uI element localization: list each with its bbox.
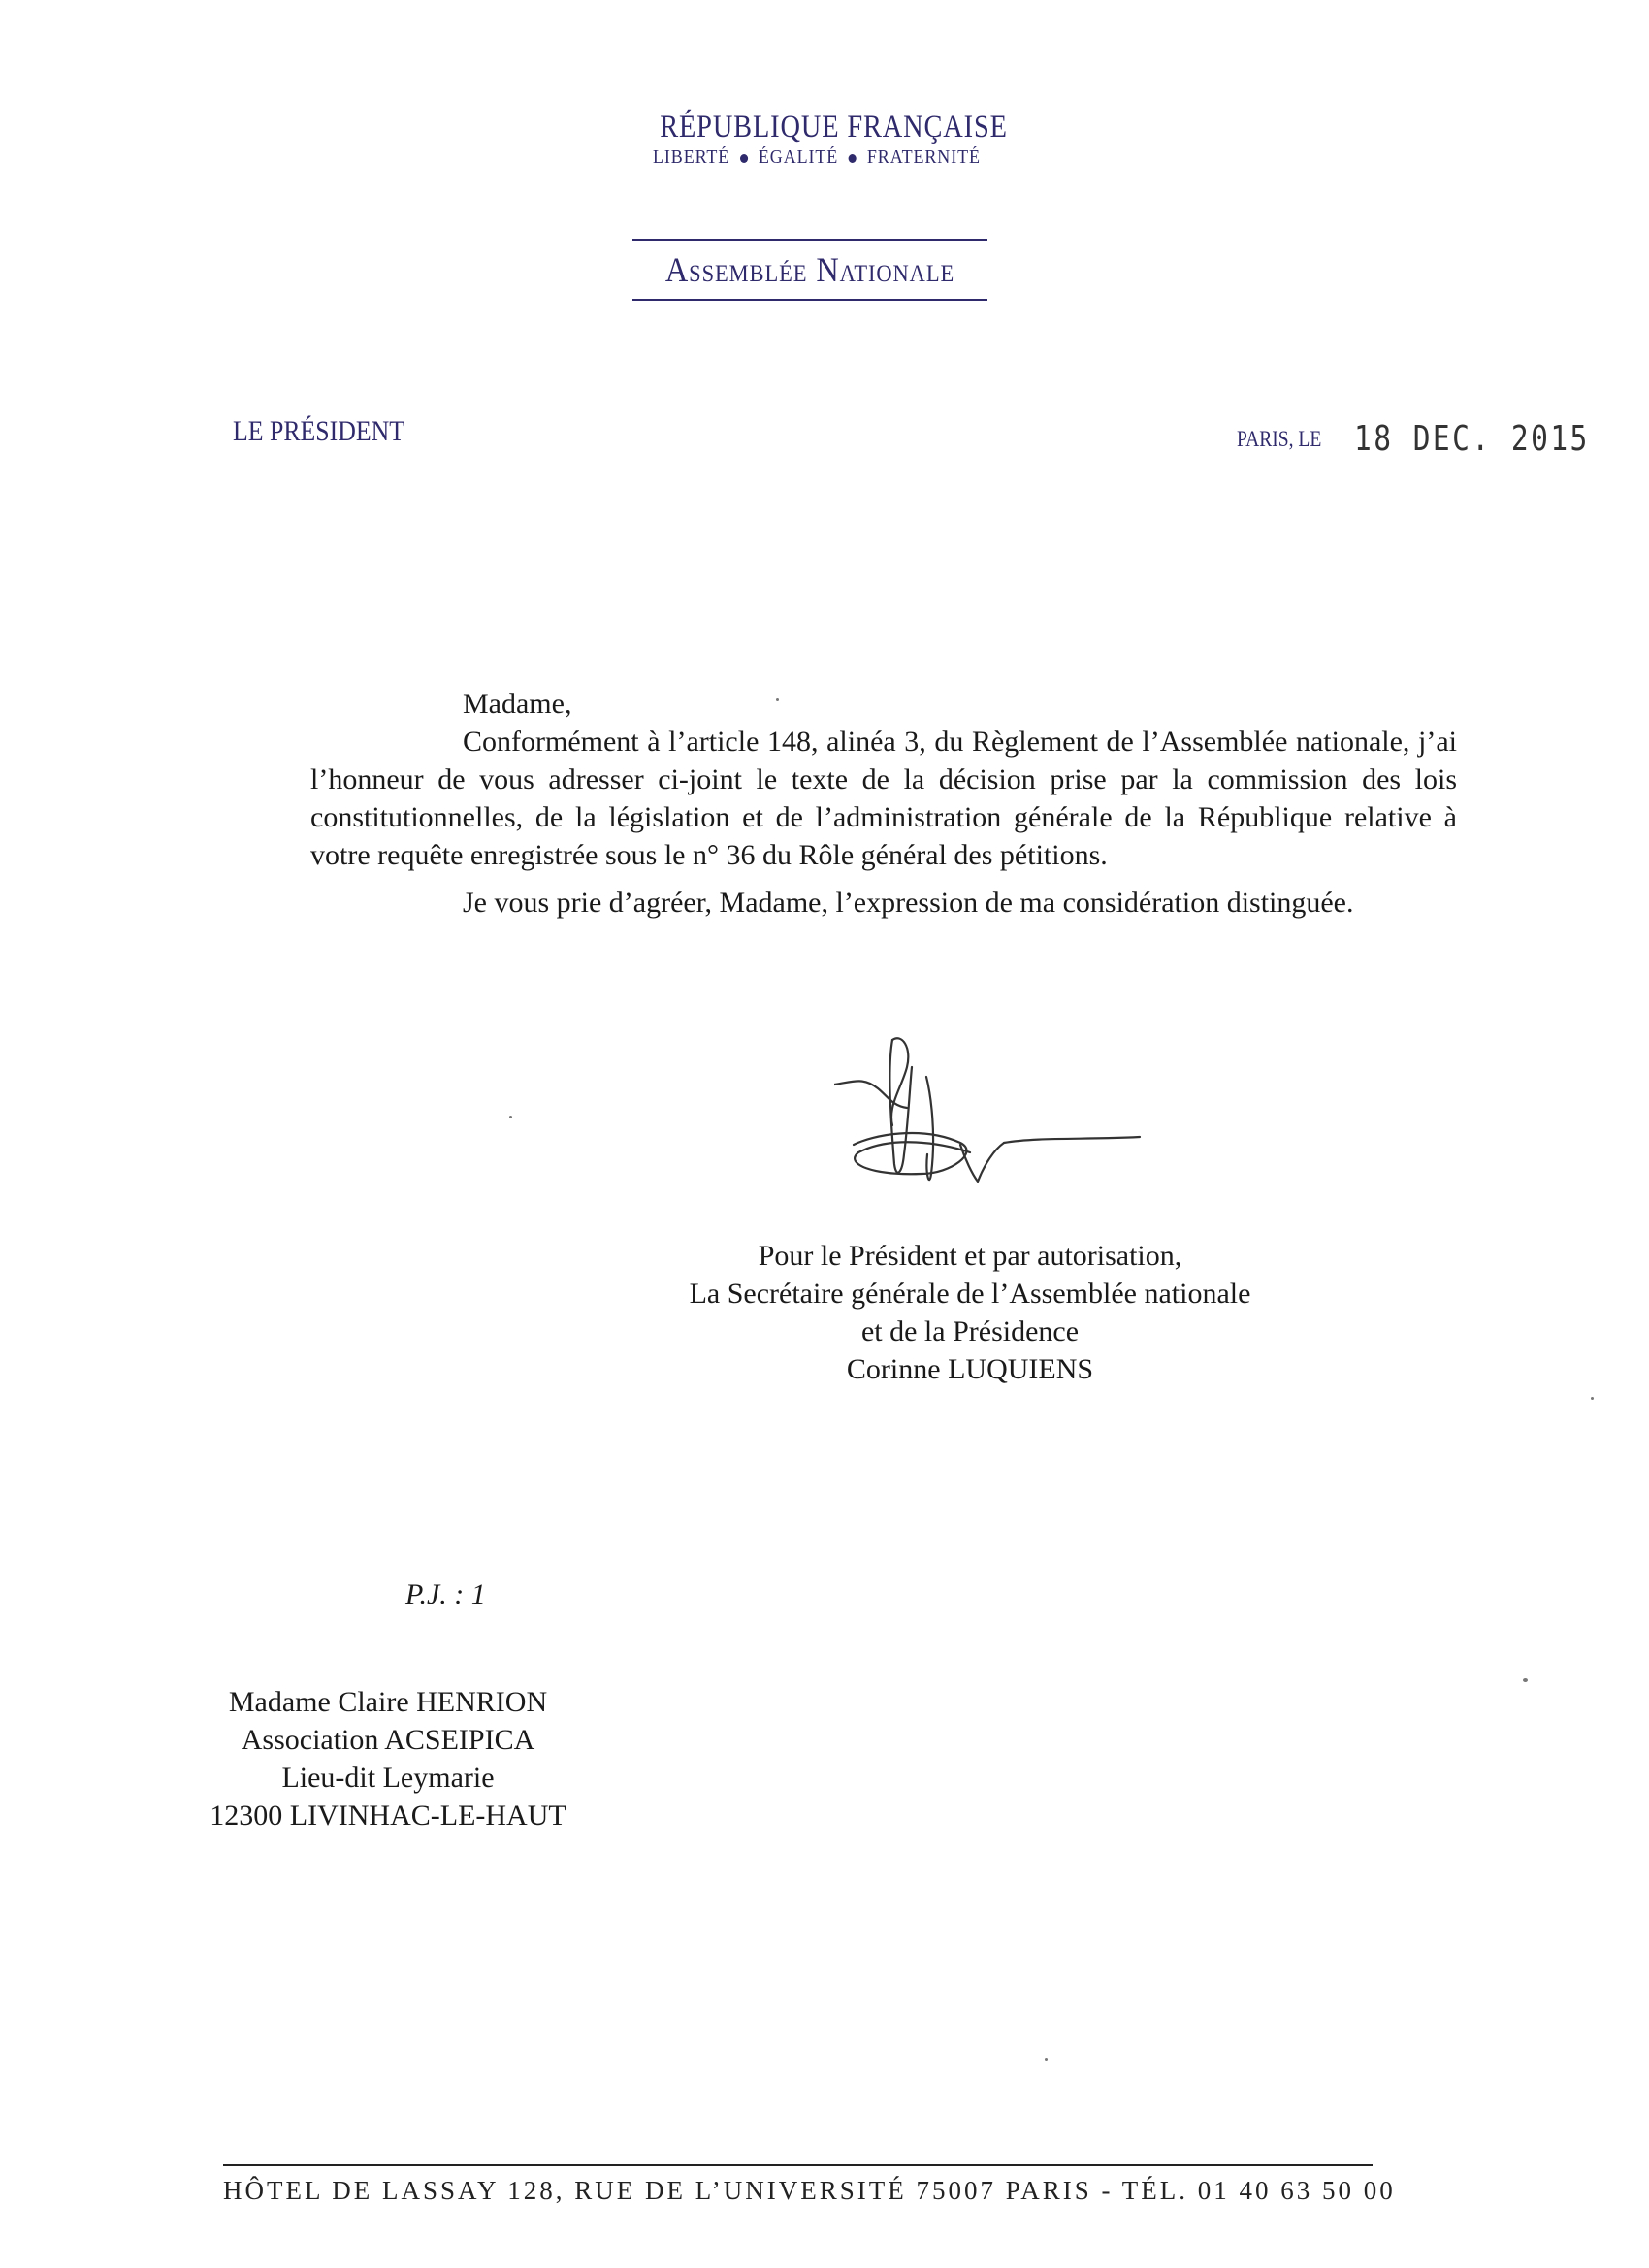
dateline bbox=[1237, 419, 1641, 459]
motto-liberte: LIBERTÉ bbox=[653, 146, 730, 168]
assembly-banner bbox=[632, 239, 987, 301]
letter-body bbox=[310, 685, 1457, 922]
scan-speck bbox=[776, 698, 779, 701]
motto-egalite: ÉGALITÉ bbox=[758, 146, 839, 168]
sign-line-2: La Secrétaire générale de l’Assemblée nationale bbox=[689, 1278, 1251, 1310]
footer-address: HÔTEL DE LASSAY 128, RUE DE L’UNIVERSITÉ 75007 PARIS - TÉL. 01 40 63 50 00 bbox=[223, 2164, 1373, 2206]
main-paragraph: Conformément à l’article 148, alinéa 3, du Règlement de l’Assemblée nationale, j’ai l’honneur de vous adresser ci-joint le texte de la décision prise par la commission des lois constitutionnelles, de la législation et de l’administration générale de la République relative à votre requête enregistrée sous le n° 36 du Rôle général des pétitions. bbox=[310, 726, 1457, 871]
recipient-organization: Association ACSEIPICA bbox=[241, 1724, 535, 1756]
scan-speck bbox=[509, 1116, 512, 1118]
scan-speck bbox=[1591, 1397, 1594, 1400]
scan-speck bbox=[1523, 1678, 1528, 1682]
bullet-dot-icon bbox=[849, 154, 857, 163]
signatory-name: Corinne LUQUIENS bbox=[846, 1353, 1094, 1385]
republic-motto bbox=[653, 146, 981, 169]
president-label: LE PRÉSIDENT bbox=[233, 415, 405, 447]
scan-speck bbox=[1045, 2058, 1048, 2061]
republic-title: RÉPUBLIQUE FRANÇAISE bbox=[660, 110, 1008, 145]
recipient-street: Lieu-dit Leymarie bbox=[281, 1762, 495, 1794]
date-stamp: 18 DEC. 2015 bbox=[1353, 419, 1590, 459]
recipient-name: Madame Claire HENRION bbox=[228, 1686, 548, 1718]
recipient-address bbox=[175, 1683, 601, 1834]
place-label: PARIS, LE bbox=[1237, 426, 1322, 451]
handwritten-signature bbox=[834, 1028, 1145, 1213]
bullet-dot-icon bbox=[740, 154, 748, 163]
salutation: Madame, bbox=[463, 688, 572, 720]
closing-formula: Je vous prie d’agréer, Madame, l’expression de ma considération distinguée. bbox=[463, 887, 1354, 919]
motto-fraternite: FRATERNITÉ bbox=[866, 146, 981, 168]
assembly-name: Assemblée Nationale bbox=[664, 250, 955, 289]
recipient-city: 12300 LIVINHAC-LE-HAUT bbox=[210, 1799, 566, 1831]
attachment-note: P.J. : 1 bbox=[405, 1578, 486, 1610]
letterhead bbox=[635, 109, 1008, 169]
sign-line-3: et de la Présidence bbox=[860, 1315, 1080, 1347]
signature-block bbox=[582, 1237, 1358, 1388]
sign-line-1: Pour le Président et par autorisation, bbox=[758, 1240, 1182, 1272]
